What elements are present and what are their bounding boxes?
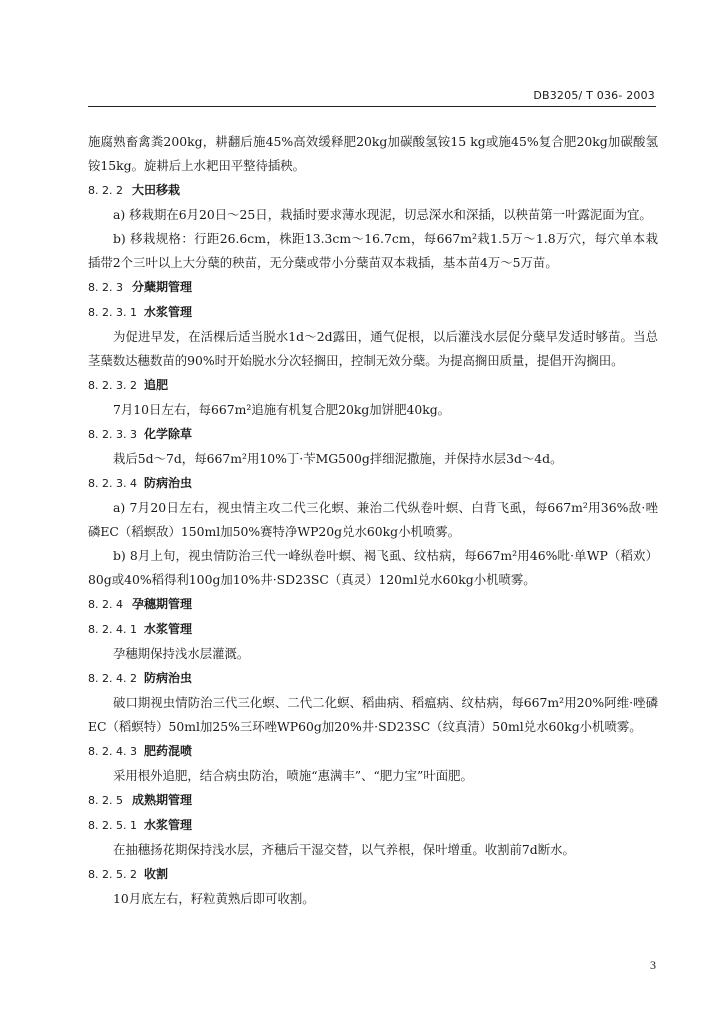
paragraph-water-maturity: 在抽穗扬花期保持浅水层，齐穗后干湿交替，以气养根，保叶增重。收割前7d断水。 xyxy=(113,842,575,857)
section-title: 大田移栽 xyxy=(132,183,181,197)
heading-8-2-4-3 xyxy=(88,739,658,764)
section-title: 分蘖期管理 xyxy=(132,280,193,294)
section-title: 成熟期管理 xyxy=(132,793,193,807)
section-number: 8. 2. 3. 3 xyxy=(88,428,137,441)
heading-8-2-4 xyxy=(88,592,658,617)
heading-8-2-3 xyxy=(88,275,658,300)
section-number: 8. 2. 3 xyxy=(88,281,123,294)
heading-8-2-3-2 xyxy=(88,373,658,398)
section-number: 8. 2. 3. 2 xyxy=(88,379,137,392)
heading-8-2-2 xyxy=(88,178,658,203)
section-number: 8. 2. 4. 2 xyxy=(88,672,137,685)
document-body xyxy=(88,130,658,911)
section-number: 8. 2. 3. 4 xyxy=(88,477,137,490)
section-number: 8. 2. 5. 2 xyxy=(88,868,137,881)
section-number: 8. 2. 5. 1 xyxy=(88,819,137,832)
paragraph-weeding: 栽后5d～7d，每667m²用10%丁·苄MG500g拌细泥撒施，并保持水层3d～4d。 xyxy=(113,451,563,466)
section-title: 防病治虫 xyxy=(144,671,193,685)
section-title: 水浆管理 xyxy=(144,818,193,832)
section-title: 水浆管理 xyxy=(144,305,193,319)
header-rule xyxy=(88,106,656,107)
section-number: 8. 2. 5 xyxy=(88,794,123,807)
section-number: 8. 2. 4 xyxy=(88,598,123,611)
section-number: 8. 2. 2 xyxy=(88,184,123,197)
page-number: 3 xyxy=(650,958,656,972)
heading-8-2-5-2 xyxy=(88,862,658,887)
section-title: 肥药混喷 xyxy=(144,744,193,758)
paragraph-pest-control-b: b) 8月上旬，视虫情防治三代一峰纵卷叶螟、褐飞虱、纹枯病，每667m²用46%吡·单WP（稻欢）80g或40%稻得利100g加10%井·SD23SC（真灵）120ml兑水60kg小机喷雾。 xyxy=(88,548,658,587)
paragraph-harvest: 10月底左右，籽粒黄熟后即可收割。 xyxy=(113,891,315,906)
section-title: 收割 xyxy=(144,867,169,881)
section-number: 8. 2. 4. 3 xyxy=(88,745,137,758)
heading-8-2-5 xyxy=(88,788,658,813)
paragraph-transplant-spec: b) 移栽规格：行距26.6cm，株距13.3cm～16.7cm，每667m²栽1.5万～1.8万穴，每穴单本栽插带2个三叶以上大分蘖的秧苗，无分蘖或带小分蘖苗双本栽插，基本苗4万～5万苗。 xyxy=(88,231,658,270)
paragraph-water-management-tillering: 为促进早发，在活棵后适当脱水1d～2d露田，通气促根，以后灌浅水层促分蘖早发适时够苗。当总茎蘖数达穗数苗的90%时开始脱水分次轻搁田，控制无效分蘖。为提高搁田质量，提倡开沟搁田。 xyxy=(88,329,658,368)
section-number: 8. 2. 3. 1 xyxy=(88,306,137,319)
paragraph-transplant-period: a) 移栽期在6月20日～25日，栽插时要求薄水现泥，切忌深水和深插，以秧苗第一叶露泥面为宜。 xyxy=(113,207,652,222)
heading-8-2-3-3 xyxy=(88,422,658,447)
paragraph-continued: 施腐熟畜禽粪200kg，耕翻后施45%高效缓释肥20kg加碳酸氢铵15 kg或施45%复合肥20kg加碳酸氢铵15kg。旋耕后上水耙田平整待插秧。 xyxy=(88,134,658,173)
section-title: 孕穗期管理 xyxy=(132,597,193,611)
heading-8-2-4-1 xyxy=(88,617,658,642)
heading-8-2-3-4 xyxy=(88,471,658,496)
paragraph-water-booting: 孕穗期保持浅水层灌溉。 xyxy=(113,646,250,661)
heading-8-2-4-2 xyxy=(88,666,658,691)
section-number: 8. 2. 4. 1 xyxy=(88,623,137,636)
section-title: 水浆管理 xyxy=(144,622,193,636)
heading-8-2-5-1 xyxy=(88,813,658,838)
section-title: 追肥 xyxy=(144,378,169,392)
section-title: 防病治虫 xyxy=(144,476,193,490)
paragraph-foliar-spray: 采用根外追肥，结合病虫防治，喷施“惠满丰”、“肥力宝”叶面肥。 xyxy=(113,768,473,783)
paragraph-pest-control-booting: 破口期视虫情防治三代三化螟、二代二化螟、稻曲病、稻瘟病、纹枯病，每667m²用20%阿维·唑磷EC（稻螟特）50ml加25%三环唑WP60g加20%井·SD23SC（纹真清）50ml兑水60kg小机喷雾。 xyxy=(88,695,658,734)
heading-8-2-3-1 xyxy=(88,300,658,325)
section-title: 化学除草 xyxy=(144,427,193,441)
standard-code: DB3205/ T 036- 2003 xyxy=(533,89,655,102)
paragraph-pest-control-a: a) 7月20日左右，视虫情主攻二代三化螟、兼治二代纵卷叶螟、白背飞虱，每667m²用36%敌·唑磷EC（稻螟敌）150ml加50%赛特净WP20g兑水60kg小机喷雾。 xyxy=(88,500,658,539)
paragraph-topdressing: 7月10日左右，每667m²追施有机复合肥20kg加饼肥40kg。 xyxy=(113,402,451,417)
